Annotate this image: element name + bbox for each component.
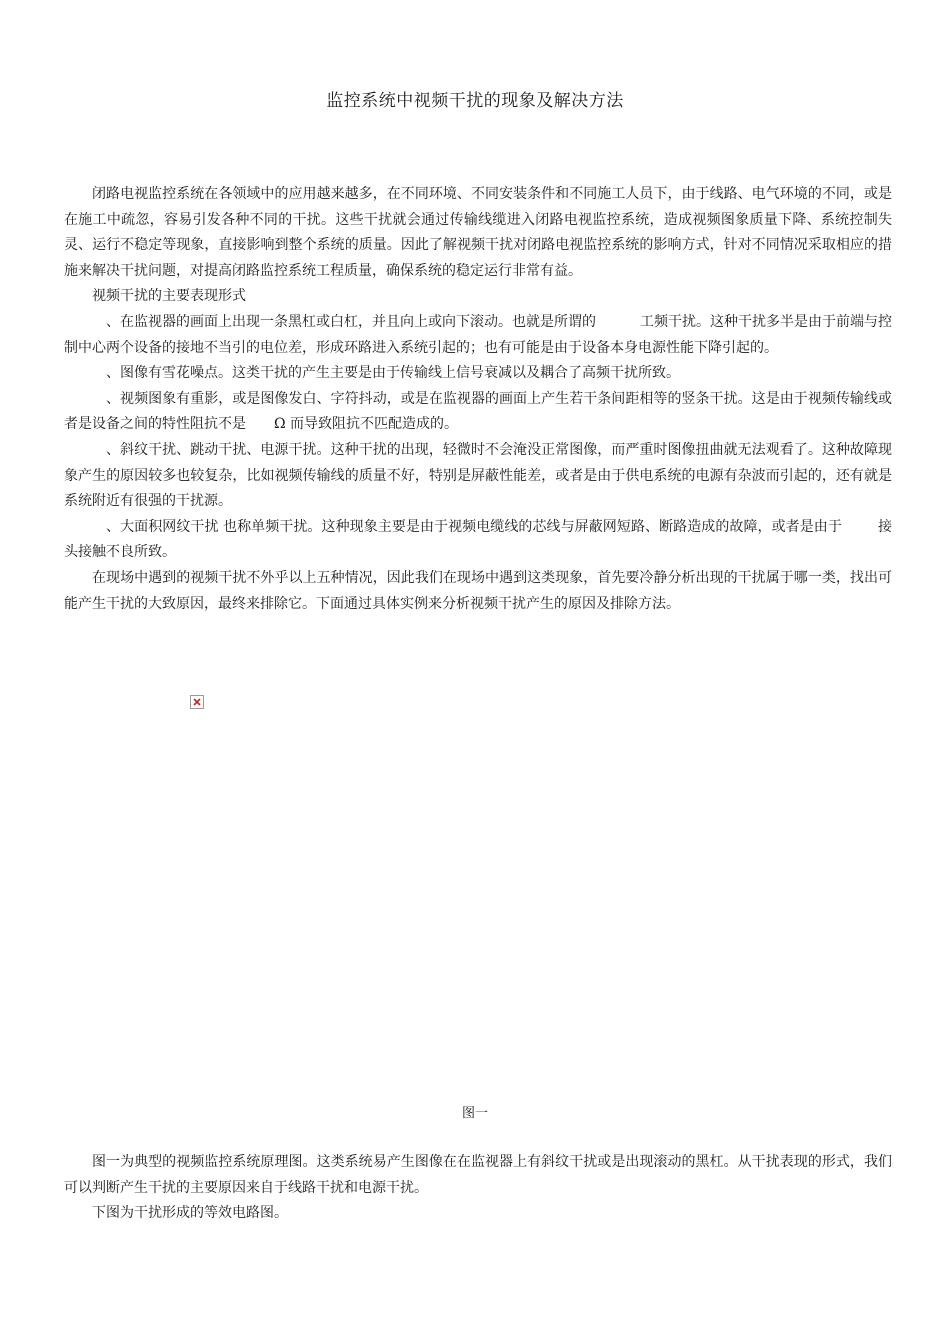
close-icon (193, 698, 201, 706)
item-3-text-b: Ω 而导致阻抗不匹配造成的。 (274, 416, 459, 433)
item-1-paragraph (64, 310, 892, 361)
item-1-text-a: 、在监视器的画面上出现一条黑杠或白杠，并且向上或向下滚动。也就是所谓的 (106, 313, 596, 330)
item-2-paragraph (64, 361, 892, 387)
item-2-text-a: 、图像有雪花噪点。这类干扰的产生主要是由于传输线上信号衰减以及耦合了高频干扰所致。 (106, 365, 680, 382)
intro-paragraph: 闭路电视监控系统在各领域中的应用越来越多，在不同环境、不同安装条件和不同施工人员下，由于线路、电气环境的不同，或是在施工中疏忽，容易引发各种不同的干扰。这些干扰就会通过传输线缆进入闭路电视监控系统，造成视频图象质量下降、系统控制失灵、运行不稳定等现象，直接影响到整个系统的质量。因此了解视频干扰对闭路电视监控系统的影响方式，针对不同情况采取相应的措施来解决干扰问题，对提高闭路监控系统工程质量，确保系统的稳定运行非常有益。 (64, 186, 892, 279)
item-5-text-b: 接头接触不良所致。 (64, 518, 893, 561)
item-4-text-a: 、斜纹干扰、跳动干扰、电源干扰。这种干扰的出现，轻微时不会淹没正常图像，而严重时图像扭曲就无法观看了。这种故障现象产生的原因较多也较复杂，比如视频传输线的质量不好，特别是屏蔽性能差，或者是由于供电系统的电源有杂波而引起的，还有就是系统附近有很强的干扰源。 (64, 441, 892, 510)
item-5-paragraph (64, 515, 892, 566)
item-4-paragraph (64, 438, 892, 515)
summary-paragraph: 在现场中遇到的视频干扰不外乎以上五种情况，因此我们在现场中遇到这类现象，首先要冷静分析出现的干扰属于哪一类，找出可能产生干扰的大致原因，最终来排除它。下面通过具体实例来分析视频干扰产生的原因及排除方法。 (64, 569, 892, 612)
item-5-text-a: 、大面积网纹干扰 也称单频干扰。这种现象主要是由于视频电缆线的芯线与屏蔽网短路、断路造成的故障，或者是由于 (106, 518, 842, 535)
next-figure-intro: 下图为干扰形成的等效电路图。 (92, 1205, 288, 1222)
body-text-main (64, 182, 892, 617)
broken-image-icon (190, 695, 204, 709)
item-3-paragraph (64, 387, 892, 438)
item-1-text-b: 工频干扰。这种干扰多半是由于前端与控制中心两个设备的接地不当引的电位差，形成环路进入系统引起的；也有可能是由于设备本身电源性能下降引起的。 (64, 313, 892, 356)
item-3-text-a: 、视频图象有重影，或是图像发白、字符抖动，或是在监视器的画面上产生若干条间距相等的竖条干扰。这是由于视频传输线或者是设备之间的特性阻抗不是 (64, 390, 892, 433)
figure-caption: 图一 (461, 1106, 488, 1121)
body-text-after-figure (64, 1150, 892, 1227)
section-heading: 视频干扰的主要表现形式 (92, 288, 246, 305)
figure-description-paragraph: 图一为典型的视频监控系统原理图。这类系统易产生图像在在监视器上有斜纹干扰或是出现滚动的黑杠。从干扰表现的形式，我们可以判断产生干扰的主要原因来自于线路干扰和电源干扰。 (64, 1154, 892, 1196)
document-title: 监控系统中视频干扰的现象及解决方法 (326, 91, 624, 111)
